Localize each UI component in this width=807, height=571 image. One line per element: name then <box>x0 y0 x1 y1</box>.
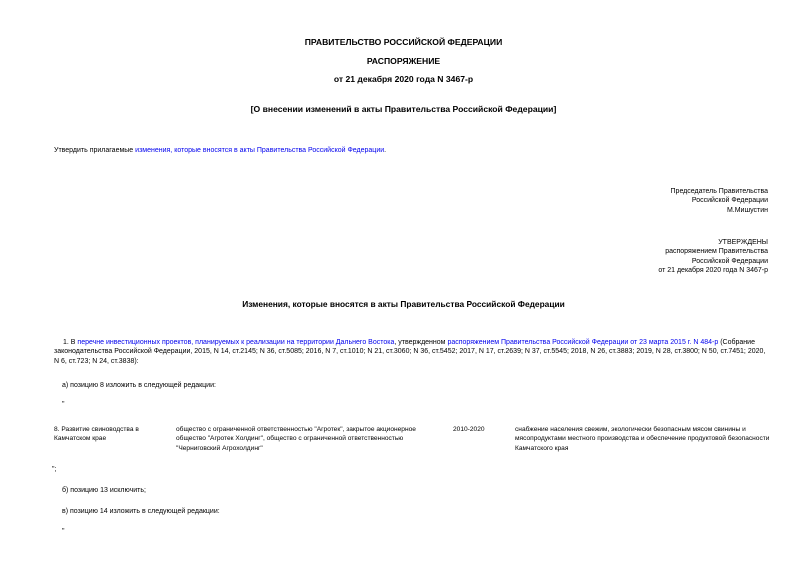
table-cell-purpose: снабжение населения свежим, экологически безопасным мясом свинины и мясопродуктами местного производства и обеспечение продуктовой безопасности Камчатского края <box>515 426 770 452</box>
item1-paragraph <box>54 338 770 366</box>
approval-line: от 21 декабря 2020 года N 3467-р <box>658 267 768 275</box>
sub-item-a: а) позицию 8 изложить в следующей редакции: <box>62 382 216 389</box>
org-heading: ПРАВИТЕЛЬСТВО РОССИЙСКОЙ ФЕДЕРАЦИИ <box>304 37 503 47</box>
quote-close: "; <box>52 466 57 473</box>
signature-name: М.Мишустин <box>726 206 768 214</box>
date-number: от 21 декабря 2020 года N 3467-р <box>333 74 474 84</box>
table-cell-organizations: общество с ограниченной ответственностью "Агротек", закрытое акционерное общество "Агротек Холдинг", общество с ограниченной ответственностью "Черниговский Агрохолдинг" <box>176 426 416 452</box>
item1-link-order[interactable]: распоряжением Правительства Российской Федерации от 23 марта 2015 г. N 484-р <box>447 339 719 346</box>
subject-heading: [О внесении изменений в акты Правительства Российской Федерации] <box>250 104 557 114</box>
table-cell-project: 8. Развитие свиноводства в Камчатском крае <box>54 426 139 443</box>
signature-line: Российской Федерации <box>691 197 768 205</box>
item1-link-list[interactable]: перечне инвестиционных проектов, планируемых к реализации на территории Дальнего Востока <box>77 339 395 346</box>
item1-mid: , утвержденном <box>394 339 448 346</box>
intro-suffix: . <box>384 147 387 154</box>
intro-paragraph <box>54 146 386 155</box>
item1-prefix: 1. В <box>63 339 78 346</box>
approval-block <box>658 238 768 276</box>
approval-line: УТВЕРЖДЕНЫ <box>718 239 768 246</box>
quote-open-2: " <box>62 528 65 535</box>
signature-block <box>671 187 768 215</box>
doc-type-heading: РАСПОРЯЖЕНИЕ <box>366 56 441 66</box>
approval-line: Российской Федерации <box>691 257 768 265</box>
sub-item-b: б) позицию 13 исключить; <box>62 487 146 494</box>
changes-title: Изменения, которые вносятся в акты Правительства Российской Федерации <box>242 299 565 309</box>
quote-open: " <box>62 401 65 408</box>
intro-prefix: Утвердить прилагаемые <box>54 147 136 154</box>
intro-link[interactable]: изменения, которые вносятся в акты Правительства Российской Федерации <box>135 147 385 154</box>
item1-suffix: (Собрание законодательства Российской Федерации, 2015, N 14, ст.2145; N 36, ст.5085; 2016, N 7, ст.1010; N 21, ст.3060; N 36, ст.5452; 2017, N 17, ст.2639; N 37, ст.5545; 2018, N 26, ст.3883; 2019, N 28, ст.3800; N 50, ст.7451; 2020, N 6, ст.723; N 24, ст.3838): <box>54 339 766 365</box>
signature-line: Председатель Правительства <box>670 188 768 195</box>
table-cell-period: 2010-2020 <box>453 426 485 433</box>
approval-line: распоряжением Правительства <box>665 248 768 256</box>
sub-item-c: в) позицию 14 изложить в следующей редакции: <box>62 508 220 515</box>
